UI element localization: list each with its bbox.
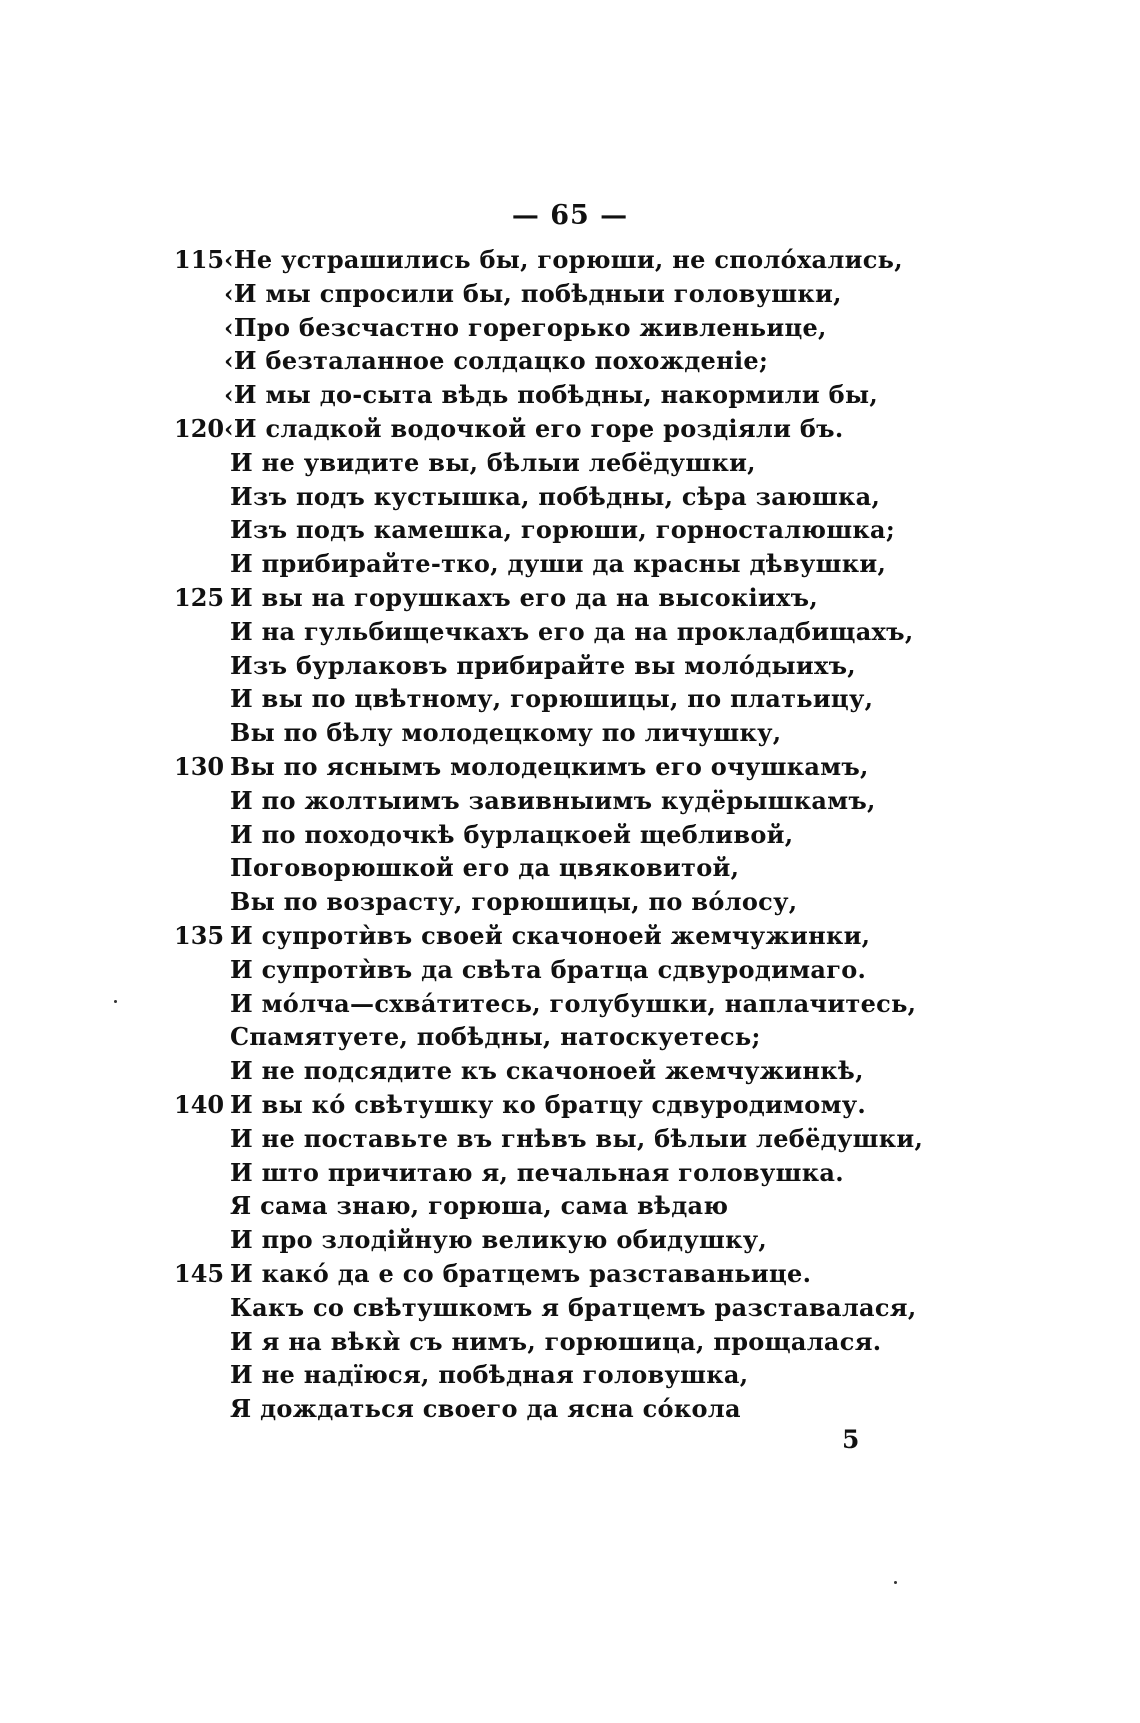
poem-line xyxy=(168,716,1068,750)
poem-line xyxy=(168,953,1068,987)
poem-line xyxy=(168,1392,1068,1426)
line-text: Изъ бурлаковъ прибирайте вы молóдыихъ, xyxy=(230,650,856,680)
poem-line xyxy=(168,1189,1068,1223)
line-number: 145 xyxy=(174,1258,225,1288)
poem-line xyxy=(168,885,1068,919)
page-number: — 65 — xyxy=(511,200,629,231)
line-text: Вы по возрасту, горюшицы, по вóлосу, xyxy=(230,887,798,917)
poem-line xyxy=(168,1020,1068,1054)
poem-line xyxy=(168,311,1068,345)
line-number: 135 xyxy=(174,920,225,950)
line-text: Какъ со свѣтушкомъ я братцемъ разставалася, xyxy=(230,1292,917,1322)
line-number: 115 xyxy=(174,245,225,274)
poem-line xyxy=(168,344,1068,378)
line-text: И не поставьте въ гнѣвъ вы, бѣлыи лебёдушки, xyxy=(230,1123,924,1153)
poem-line xyxy=(168,1223,1068,1257)
line-text: И не надïюся, побѣдная головушка, xyxy=(230,1360,749,1390)
line-text: И про злодійную великую обидушку, xyxy=(230,1225,768,1255)
line-text: ‹И сладкой водочкой его горе роздіяли бъ. xyxy=(224,413,844,443)
poem-line xyxy=(168,1257,1068,1291)
line-number: 120 xyxy=(174,413,225,443)
poem-line xyxy=(168,784,1068,818)
poem-line xyxy=(168,1358,1068,1392)
poem-line xyxy=(168,480,1068,514)
poem-line xyxy=(168,1325,1068,1359)
line-text: Изъ подъ камешка, горюши, горносталюшка; xyxy=(230,515,896,545)
line-number: 140 xyxy=(174,1089,225,1119)
line-text: ‹И безталанное солдацко похожденіе; xyxy=(224,346,769,376)
line-text: Я дождаться своего да ясна сóкола xyxy=(230,1394,741,1424)
poem-line xyxy=(168,1054,1068,1088)
line-number: 130 xyxy=(174,751,225,781)
poem-line xyxy=(168,513,1068,547)
line-text: И мóлча—схвáтитесь, голубушки, наплачитесь, xyxy=(230,988,917,1018)
poem-line xyxy=(168,446,1068,480)
line-text: Я сама знаю, горюша, сама вѣдаю xyxy=(230,1191,729,1221)
poem-line xyxy=(168,682,1068,716)
line-text: И прибирайте-тко, души да красны дѣвушки, xyxy=(230,549,887,579)
print-speck xyxy=(894,1581,897,1584)
poem-line xyxy=(168,1156,1068,1190)
poem-line xyxy=(168,987,1068,1021)
line-text: ‹Не устрашились бы, горюши, не сполóхались, xyxy=(224,245,903,274)
line-text: Вы по яснымъ молодецкимъ его очушкамъ, xyxy=(230,751,869,781)
line-number: 125 xyxy=(174,582,225,612)
line-text: И вы по цвѣтному, горюшицы, по платьицу, xyxy=(230,684,874,714)
poem-line xyxy=(168,649,1068,683)
line-text: И вы кó свѣтушку ко братцу сдвуродимому. xyxy=(230,1089,867,1119)
line-text: И по походочкѣ бурлацкоей щебливой, xyxy=(230,819,794,849)
print-speck xyxy=(114,1000,117,1003)
line-text: Вы по бѣлу молодецкому по личушку, xyxy=(230,718,782,748)
poem-line xyxy=(168,919,1068,953)
line-text: И вы на горушкахъ его да на высокіихъ, xyxy=(230,582,818,612)
line-text: И супротѝвъ да свѣта братца сдвуродимаго. xyxy=(230,954,867,984)
poem-line xyxy=(168,1291,1068,1325)
line-text: ‹И мы спросили бы, побѣдныи головушки, xyxy=(224,278,842,308)
line-text: И не увидите вы, бѣлыи лебёдушки, xyxy=(230,447,756,477)
signature-mark: 5 xyxy=(842,1425,860,1454)
poem-line xyxy=(168,243,1068,277)
poem-line xyxy=(168,581,1068,615)
poem-line xyxy=(168,547,1068,581)
poem-line xyxy=(168,378,1068,412)
poem-line xyxy=(168,1088,1068,1122)
poem-line xyxy=(168,750,1068,784)
line-text: Поговорюшкой его да цвяковитой, xyxy=(230,853,740,883)
poem-line xyxy=(168,1122,1068,1156)
line-text: Изъ подъ кустышка, побѣдны, сѣра заюшка, xyxy=(230,481,881,511)
line-text: И супротѝвъ своей скачоноей жемчужинки, xyxy=(230,920,871,950)
line-text: ‹Про безсчастно горегорько живленьице, xyxy=(224,312,827,342)
line-text: И што причитаю я, печальная головушка. xyxy=(230,1157,844,1187)
poem-line xyxy=(168,818,1068,852)
line-text: И я на вѣкѝ съ нимъ, горюшица, прощалася. xyxy=(230,1326,882,1356)
poem-line xyxy=(168,277,1068,311)
line-text: И не подсядите къ скачоноей жемчужинкѣ, xyxy=(230,1056,864,1086)
line-text: И какó да е со братцемъ разставаньице. xyxy=(230,1258,812,1288)
poem-line xyxy=(168,615,1068,649)
line-text: ‹И мы до-сыта вѣдь побѣдны, накормили бы, xyxy=(224,380,878,410)
line-text: И на гульбищечкахъ его да на прокладбищахъ, xyxy=(230,616,914,646)
poem-line xyxy=(168,412,1068,446)
poem-body xyxy=(168,243,1068,1426)
line-text: И по жолтыимъ завивныимъ кудёрышкамъ, xyxy=(230,785,876,815)
line-text: Спамятуете, побѣдны, натоскуетесь; xyxy=(230,1022,761,1052)
poem-line xyxy=(168,851,1068,885)
